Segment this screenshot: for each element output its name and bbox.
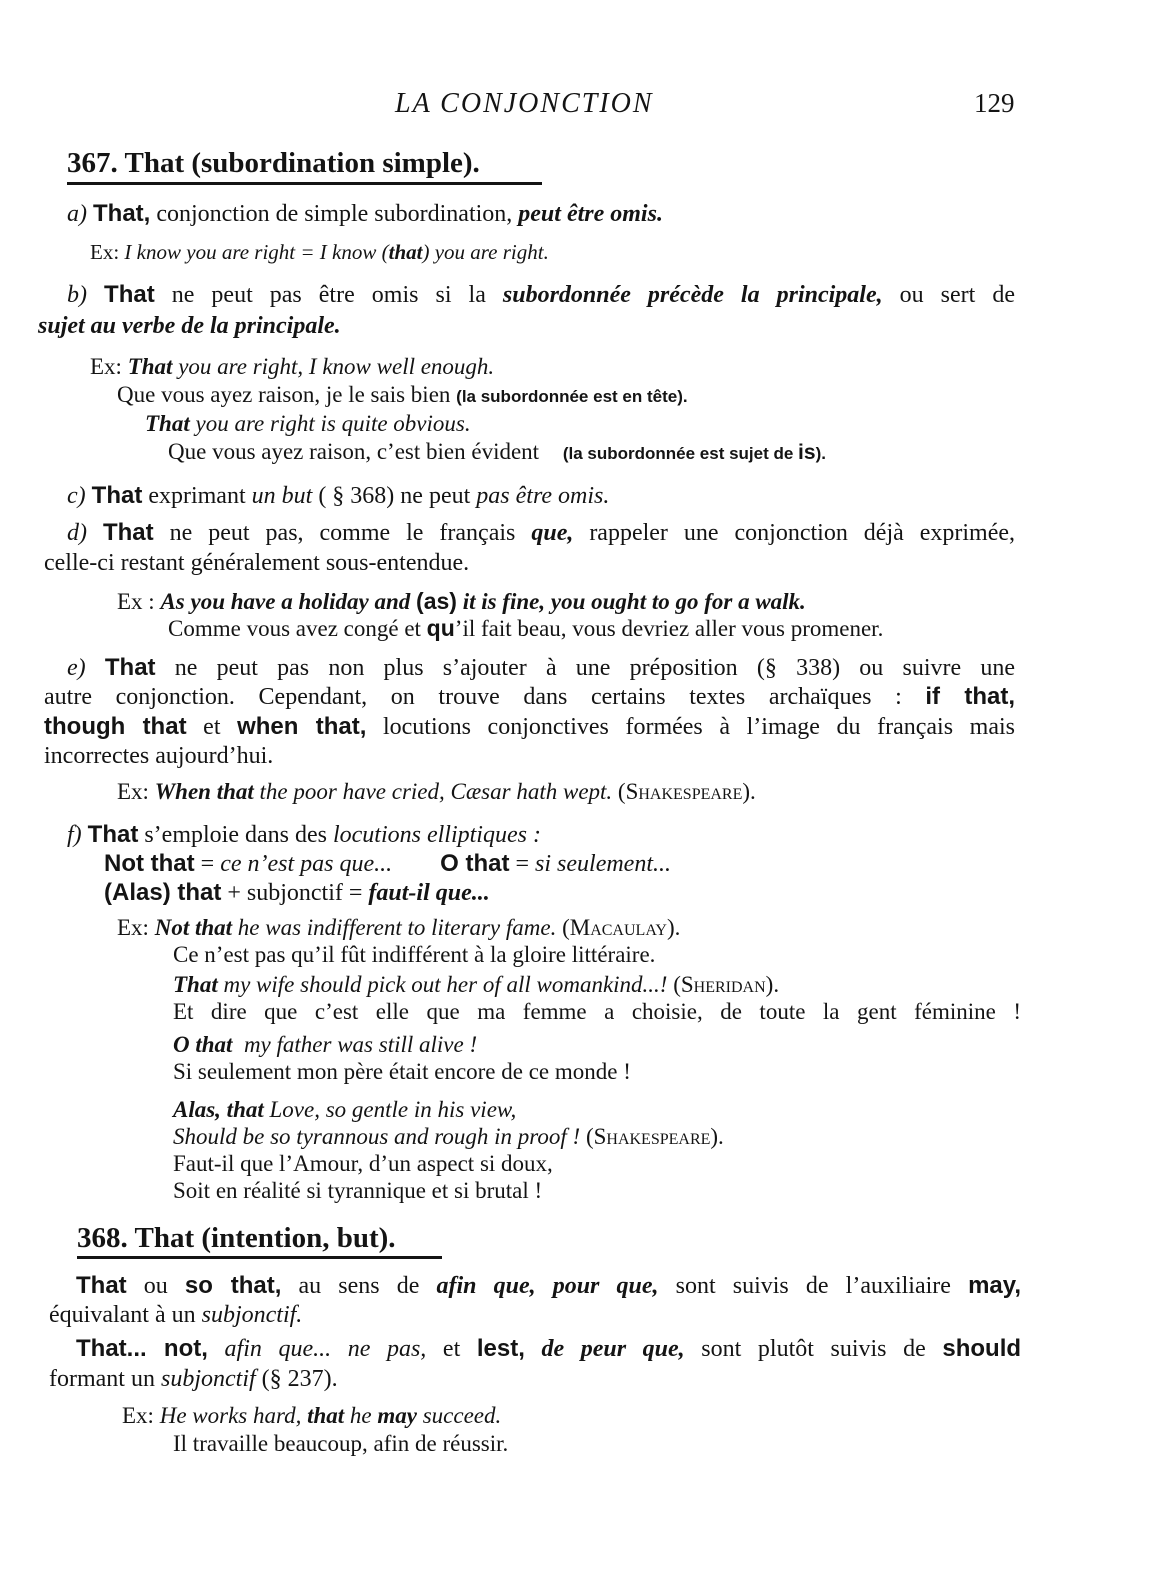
ex-label: Ex: [90,240,125,264]
p2g: de peur que, [541,1336,685,1362]
ex-that: That [127,354,173,379]
example-368 [122,1402,501,1430]
translation-368: Il travaille beaucoup, afin de réussir. [173,1431,509,1456]
keyword-so-that: so that, [184,1272,282,1299]
ex-368-a: He works hard, [159,1403,308,1428]
para-e-line3 [44,713,1015,741]
ex-b1-rest: you are right, I know well enough. [172,354,495,379]
keyword-that: That, [93,200,151,227]
example-b2 [145,410,471,438]
example-f5 [173,1123,724,1151]
ex-f4-rest: Love, so gentle in his view, [263,1097,517,1122]
section-368-heading: 368. That (intention, but). [77,1222,396,1254]
label-e: e) [67,655,86,681]
para-b-emph1: subordonnée précède la principale, [502,282,883,308]
p1f: sont suivis de l’auxiliaire [658,1273,969,1299]
label-d: d) [67,520,87,546]
para-368-2-line1 [76,1335,1021,1363]
f-row1 [104,850,671,878]
p1d: au sens de [281,1273,437,1299]
label-a: a) [67,201,87,227]
ex-e-bold: When that [154,779,254,804]
tr-b2: Que vous ayez raison, c’est bien évident [168,439,540,464]
label-c: c) [67,483,86,509]
keyword-that-not: That... not, [76,1335,208,1362]
plus-subjonctif: + subjonctif = [221,880,369,906]
ex-f1-source: (Macaulay). [556,915,681,940]
para-b-text2: ou sert de [882,282,1016,308]
alas-that: (Alas) that [104,879,222,906]
para-f-text1: s’emploie dans des [138,822,333,848]
tr-b1-note: (la subordonnée est en tête). [456,387,688,406]
p2h: sont plutôt suivis de [684,1336,943,1362]
equals: = [509,851,536,877]
p2d: et [426,1336,477,1362]
para-368-1-line1 [76,1272,1021,1300]
section-367-heading: 367. That (subordination simple). [67,147,480,179]
para-d-line1 [67,519,1015,547]
ex-label: Ex : [117,589,161,614]
example-a [90,238,549,266]
tr-b2-note [562,441,826,464]
ex-e-rest: the poor have cried, Cæsar hath wept. [253,779,613,804]
ex-f5-source: (Shakespeare). [580,1124,724,1149]
para-c-text1: exprimant [142,483,252,509]
example-b1 [90,353,494,381]
translation-b1 [117,381,688,411]
ex-that: That [145,411,190,436]
example-f2 [173,971,779,999]
para-d-emph1: que, [531,520,574,546]
ex-f5: Should be so tyrannous and rough in proof ! [173,1124,581,1149]
o-that: O that [440,850,510,877]
tr-f2: Et dire que c’est elle que ma femme a choisie, de toute la gent féminine ! [173,999,1021,1024]
ex-f1-rest: he was indifferent to literary fame. [232,915,557,940]
para-c-emph2: pas être omis. [476,483,610,509]
not-that-meaning: ce n’est pas que... [220,851,393,877]
keyword-that: That [104,654,156,681]
para-b-line2: sujet au verbe de la principale. [38,313,341,339]
para-e-line3d: locutions conjonctives formées à l’image du français mais [366,714,1015,740]
keyword-that: That [91,482,143,509]
label-f: f) [67,822,82,848]
para-d-text2: rappeler une conjonction déjà exprimée, [573,520,1016,546]
space [525,1336,542,1362]
para-e-text1: ne peut pas non plus s’ajouter à une préposition (§ 338) ou suivre une [155,655,1015,681]
translation-b2 [168,438,826,468]
para-e-line2a: autre conjonction. Cependant, on trouve dans certains textes archaïques : [44,684,926,710]
p2c: afin que... ne pas, [224,1336,427,1362]
ex-label: Ex: [122,1403,160,1428]
ex-f2-source: (Sheridan). [667,972,780,997]
para-c-text2: ( § 368) ne peut [312,483,477,509]
para-e-if-that: if that, [925,683,1015,710]
p1e: afin que, pour que, [436,1273,659,1299]
running-head: LA CONJONCTION [395,88,654,119]
ex-d-as: (as) [416,588,457,614]
alas-that-meaning: faut-il que... [368,880,490,906]
p1-line2b: subjonctif. [201,1302,303,1328]
tr-d-b: ’il fait beau, vous devriez aller vous promener. [454,616,884,641]
ex-368-that: that [307,1403,345,1428]
para-d-line2: celle-ci restant généralement sous-entendue. [44,550,470,576]
keyword-that: That [104,281,155,308]
keyword-that: That [76,1272,127,1299]
example-f4 [173,1096,516,1124]
tr-d-a: Comme vous avez congé et [168,616,427,641]
ex-e-source: (Shakespeare). [612,779,756,804]
ex-a-part1: I know you are right = I know ( [124,240,389,264]
keyword-may: may, [968,1272,1021,1299]
example-f3 [173,1031,477,1059]
p2-line2c: (§ 237). [255,1366,338,1392]
p1b: ou [126,1273,185,1299]
example-f1 [117,914,680,942]
space [208,1336,225,1362]
example-d [117,587,806,616]
para-d-text1: ne peut pas, comme le français [153,520,532,546]
ex-f2-bold: That [173,972,218,997]
tr-b2-note-b: ). [815,444,826,463]
para-e-line3b: et [186,714,238,740]
page-number: 129 [974,88,1015,118]
translation-f4: Faut-il que l’Amour, d’un aspect si doux, [173,1151,553,1176]
para-e-line2 [44,683,1015,711]
para-a-text: conjonction de simple subordination, [150,201,519,227]
f-row2 [104,879,490,907]
tr-d-qu: qu [426,615,455,641]
tr-b2-note-is: is [798,441,816,464]
heading-underline [77,1256,442,1259]
para-e-line1 [67,654,1015,682]
ex-d-part2: it is fine, you ought to go for a walk. [456,589,806,614]
o-that-meaning: si seulement... [535,851,672,877]
p1-line2a: équivalant à un [49,1302,202,1328]
ex-368-b: he [344,1403,378,1428]
ex-a-that: that [388,240,423,264]
tr-b1: Que vous ayez raison, je le sais bien [117,382,457,407]
para-c-emph1: un but [251,483,313,509]
keyword-should: should [942,1335,1022,1362]
para-c [67,482,609,510]
translation-f2 [173,998,1021,1026]
ex-label: Ex: [90,354,128,379]
tr-b2-note-a: (la subordonnée est sujet de [562,444,799,463]
para-f-emph1: locutions elliptiques : [332,822,541,848]
ex-368-c: succeed. [416,1403,502,1428]
heading-underline [67,182,542,185]
ex-f2-rest: my wife should pick out her of all womankind...! [217,972,668,997]
ex-a-part2: ) you are right. [422,240,549,264]
equals: = [194,851,221,877]
translation-f3: Si seulement mon père était encore de ce monde ! [173,1059,631,1084]
not-that: Not that [104,850,195,877]
ex-b2-rest: you are right is quite obvious. [189,411,471,436]
para-e-though-that: though that [44,713,187,740]
para-368-2-line2 [49,1365,338,1393]
keyword-lest: lest, [476,1335,525,1362]
para-f [67,821,541,849]
translation-f5: Soit en réalité si tyrannique et si brutal ! [173,1178,543,1203]
translation-f1: Ce n’est pas qu’il fût indifférent à la gloire littéraire. [173,942,656,967]
p2-line2b: subjonctif [160,1366,256,1392]
ex-d-part1: As you have a holiday and [160,589,417,614]
keyword-that: That [87,821,139,848]
ex-label: Ex: [117,915,155,940]
para-e-when-that: when that, [237,713,367,740]
ex-f3-rest: my father was still alive ! [232,1032,478,1057]
para-368-1-line2 [49,1301,302,1329]
ex-f4-bold: Alas, that [173,1097,264,1122]
para-b-text1: ne peut pas être omis si la [154,282,503,308]
para-b-line1 [67,281,1015,309]
keyword-that: That [102,519,154,546]
ex-f1-bold: Not that [154,915,233,940]
para-a-emph: peut être omis. [518,201,663,227]
label-b: b) [67,282,87,308]
translation-d [168,614,883,643]
ex-label: Ex: [117,779,155,804]
p2-line2a: formant un [49,1366,161,1392]
example-e [117,778,756,806]
ex-f3-bold: O that [173,1032,233,1057]
para-a [67,200,663,228]
para-e-line4: incorrectes aujourd’hui. [44,743,274,769]
ex-368-may: may [377,1403,417,1428]
